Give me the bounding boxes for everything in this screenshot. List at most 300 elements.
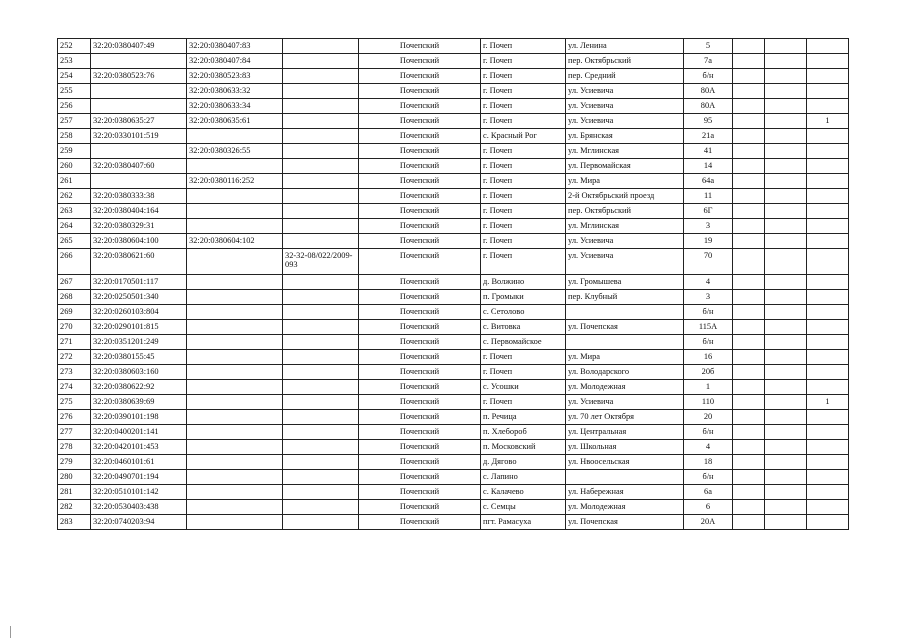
locality-cell: с. Калачево xyxy=(481,485,566,500)
empty-cell xyxy=(765,395,807,410)
locality-cell: г. Почеп xyxy=(481,365,566,380)
empty-cell xyxy=(765,470,807,485)
empty-cell xyxy=(733,114,765,129)
locality-cell: с. Лапино xyxy=(481,470,566,485)
mark-cell xyxy=(807,144,849,159)
mark-cell xyxy=(807,54,849,69)
cadastral-number-cell: 32:20:0380639:69 xyxy=(91,395,187,410)
cadastral-number-2-cell: 32:20:0380523:83 xyxy=(187,69,283,84)
house-number-cell: 4 xyxy=(684,440,733,455)
cadastral-number-cell xyxy=(91,84,187,99)
registration-number-cell xyxy=(283,305,359,320)
table-row xyxy=(58,39,849,54)
house-number-cell: 5 xyxy=(684,39,733,54)
row-number: 269 xyxy=(58,305,91,320)
empty-cell xyxy=(733,159,765,174)
street-cell: пер. Средний xyxy=(566,69,684,84)
row-number: 278 xyxy=(58,440,91,455)
cadastral-number-2-cell: 32:20:0380604:102 xyxy=(187,234,283,249)
empty-cell xyxy=(765,440,807,455)
locality-cell: г. Почеп xyxy=(481,219,566,234)
house-number-cell: 70 xyxy=(684,249,733,275)
table-row xyxy=(58,69,849,84)
empty-cell xyxy=(733,305,765,320)
street-cell: пер. Октябрьский xyxy=(566,204,684,219)
district-cell: Почепский xyxy=(359,320,481,335)
mark-cell xyxy=(807,320,849,335)
house-number-cell: 64а xyxy=(684,174,733,189)
cadastral-number-cell xyxy=(91,174,187,189)
table-row xyxy=(58,54,849,69)
table-row xyxy=(58,144,849,159)
street-cell: ул. Молодежная xyxy=(566,380,684,395)
empty-cell xyxy=(733,485,765,500)
registration-number-cell xyxy=(283,129,359,144)
mark-cell xyxy=(807,350,849,365)
empty-cell xyxy=(765,39,807,54)
empty-cell xyxy=(733,84,765,99)
cadastral-number-2-cell xyxy=(187,410,283,425)
row-number: 264 xyxy=(58,219,91,234)
mark-cell xyxy=(807,500,849,515)
empty-cell xyxy=(733,219,765,234)
locality-cell: г. Почеп xyxy=(481,114,566,129)
row-number: 252 xyxy=(58,39,91,54)
locality-cell: д. Волжино xyxy=(481,275,566,290)
cadastral-number-2-cell xyxy=(187,219,283,234)
locality-cell: г. Почеп xyxy=(481,395,566,410)
row-number: 276 xyxy=(58,410,91,425)
registration-number-cell xyxy=(283,189,359,204)
registration-number-cell xyxy=(283,275,359,290)
street-cell: ул. Почепская xyxy=(566,320,684,335)
house-number-cell: б/н xyxy=(684,69,733,84)
street-cell: ул. Мира xyxy=(566,174,684,189)
mark-cell xyxy=(807,69,849,84)
empty-cell xyxy=(765,189,807,204)
house-number-cell: 110 xyxy=(684,395,733,410)
locality-cell: с. Витовка xyxy=(481,320,566,335)
locality-cell: г. Почеп xyxy=(481,234,566,249)
empty-cell xyxy=(765,174,807,189)
mark-cell xyxy=(807,275,849,290)
cadastral-number-2-cell xyxy=(187,485,283,500)
registration-number-cell xyxy=(283,159,359,174)
house-number-cell: 7а xyxy=(684,54,733,69)
locality-cell: г. Почеп xyxy=(481,69,566,84)
house-number-cell: 95 xyxy=(684,114,733,129)
house-number-cell: 115А xyxy=(684,320,733,335)
street-cell: ул. Мглинская xyxy=(566,219,684,234)
row-number: 259 xyxy=(58,144,91,159)
district-cell: Почепский xyxy=(359,39,481,54)
registration-number-cell xyxy=(283,99,359,114)
street-cell: ул. Первомайская xyxy=(566,159,684,174)
house-number-cell: 18 xyxy=(684,455,733,470)
mark-cell xyxy=(807,159,849,174)
locality-cell: г. Почеп xyxy=(481,174,566,189)
mark-cell xyxy=(807,425,849,440)
house-number-cell: 14 xyxy=(684,159,733,174)
cadastral-number-cell: 32:20:0490701:194 xyxy=(91,470,187,485)
cadastral-number-cell: 32:20:0290101:815 xyxy=(91,320,187,335)
cadastral-number-cell xyxy=(91,99,187,114)
row-number: 261 xyxy=(58,174,91,189)
cadastral-number-2-cell xyxy=(187,425,283,440)
cadastral-number-2-cell xyxy=(187,395,283,410)
empty-cell xyxy=(733,204,765,219)
district-cell: Почепский xyxy=(359,335,481,350)
street-cell: ул. Центральная xyxy=(566,425,684,440)
table-row xyxy=(58,204,849,219)
row-number: 271 xyxy=(58,335,91,350)
house-number-cell: 3 xyxy=(684,219,733,234)
house-number-cell: б/н xyxy=(684,425,733,440)
table-row xyxy=(58,189,849,204)
row-number: 280 xyxy=(58,470,91,485)
empty-cell xyxy=(733,275,765,290)
empty-cell xyxy=(733,320,765,335)
cadastral-number-2-cell: 32:20:0380633:34 xyxy=(187,99,283,114)
empty-cell xyxy=(733,189,765,204)
locality-cell: п. Хлебороб xyxy=(481,425,566,440)
empty-cell xyxy=(733,234,765,249)
registration-number-cell xyxy=(283,219,359,234)
row-number: 283 xyxy=(58,515,91,530)
cadastral-number-cell: 32:20:0510101:142 xyxy=(91,485,187,500)
row-number: 260 xyxy=(58,159,91,174)
empty-cell xyxy=(765,335,807,350)
table-row xyxy=(58,455,849,470)
district-cell: Почепский xyxy=(359,69,481,84)
empty-cell xyxy=(733,365,765,380)
cadastral-number-cell: 32:20:0380155:45 xyxy=(91,350,187,365)
registration-number-cell xyxy=(283,54,359,69)
table-row xyxy=(58,99,849,114)
street-cell: ул. Нвоосельская xyxy=(566,455,684,470)
street-cell: ул. Мглинская xyxy=(566,144,684,159)
house-number-cell: 6а xyxy=(684,485,733,500)
locality-cell: г. Почеп xyxy=(481,204,566,219)
mark-cell xyxy=(807,189,849,204)
registration-number-cell xyxy=(283,485,359,500)
mark-cell xyxy=(807,234,849,249)
registration-number-cell xyxy=(283,290,359,305)
district-cell: Почепский xyxy=(359,380,481,395)
empty-cell xyxy=(765,350,807,365)
table-row xyxy=(58,275,849,290)
cadastral-number-cell: 32:20:0400201:141 xyxy=(91,425,187,440)
house-number-cell: б/н xyxy=(684,470,733,485)
row-number: 281 xyxy=(58,485,91,500)
empty-cell xyxy=(733,515,765,530)
district-cell: Почепский xyxy=(359,84,481,99)
locality-cell: п. Московский xyxy=(481,440,566,455)
cadastral-number-2-cell xyxy=(187,290,283,305)
empty-cell xyxy=(733,39,765,54)
empty-cell xyxy=(765,455,807,470)
house-number-cell: 20б xyxy=(684,365,733,380)
cadastral-number-2-cell xyxy=(187,380,283,395)
cadastral-number-cell: 32:20:0380635:27 xyxy=(91,114,187,129)
house-number-cell: 41 xyxy=(684,144,733,159)
empty-cell xyxy=(765,219,807,234)
cadastral-number-2-cell xyxy=(187,159,283,174)
district-cell: Почепский xyxy=(359,249,481,275)
street-cell: ул. Усиевича xyxy=(566,99,684,114)
empty-cell xyxy=(733,410,765,425)
registration-number-cell xyxy=(283,470,359,485)
mark-cell xyxy=(807,470,849,485)
registration-number-cell xyxy=(283,335,359,350)
district-cell: Почепский xyxy=(359,189,481,204)
registration-number-cell xyxy=(283,320,359,335)
table-row xyxy=(58,320,849,335)
house-number-cell: 20А xyxy=(684,515,733,530)
cadastral-number-2-cell xyxy=(187,350,283,365)
street-cell: ул. Усиевича xyxy=(566,249,684,275)
empty-cell xyxy=(765,69,807,84)
mark-cell: 1 xyxy=(807,395,849,410)
cadastral-number-cell: 32:20:0460101:61 xyxy=(91,455,187,470)
empty-cell xyxy=(765,84,807,99)
district-cell: Почепский xyxy=(359,440,481,455)
row-number: 263 xyxy=(58,204,91,219)
cadastral-number-cell xyxy=(91,54,187,69)
empty-cell xyxy=(765,380,807,395)
district-cell: Почепский xyxy=(359,174,481,189)
cadastral-number-cell: 32:20:0330101:519 xyxy=(91,129,187,144)
locality-cell: г. Почеп xyxy=(481,249,566,275)
row-number: 257 xyxy=(58,114,91,129)
cadastral-number-2-cell xyxy=(187,440,283,455)
table-row xyxy=(58,500,849,515)
cadastral-number-cell: 32:20:0740203:94 xyxy=(91,515,187,530)
empty-cell xyxy=(765,249,807,275)
mark-cell xyxy=(807,485,849,500)
district-cell: Почепский xyxy=(359,129,481,144)
street-cell: ул. Брянская xyxy=(566,129,684,144)
mark-cell xyxy=(807,410,849,425)
street-cell: ул. Володарского xyxy=(566,365,684,380)
table-body xyxy=(58,39,849,530)
registration-number-cell xyxy=(283,174,359,189)
mark-cell xyxy=(807,440,849,455)
empty-cell xyxy=(765,54,807,69)
table-row xyxy=(58,219,849,234)
empty-cell xyxy=(765,204,807,219)
street-cell xyxy=(566,335,684,350)
locality-cell: д. Дягово xyxy=(481,455,566,470)
table-row xyxy=(58,350,849,365)
empty-cell xyxy=(765,114,807,129)
registration-number-cell xyxy=(283,204,359,219)
district-cell: Почепский xyxy=(359,234,481,249)
mark-cell xyxy=(807,305,849,320)
row-number: 266 xyxy=(58,249,91,275)
table-row xyxy=(58,395,849,410)
mark-cell xyxy=(807,39,849,54)
mark-cell xyxy=(807,174,849,189)
empty-cell xyxy=(733,470,765,485)
table-row xyxy=(58,305,849,320)
table-row xyxy=(58,129,849,144)
empty-cell xyxy=(765,129,807,144)
row-number: 253 xyxy=(58,54,91,69)
street-cell xyxy=(566,305,684,320)
district-cell: Почепский xyxy=(359,54,481,69)
table-row xyxy=(58,410,849,425)
cadastral-number-cell: 32:20:0170501:117 xyxy=(91,275,187,290)
mark-cell xyxy=(807,129,849,144)
scan-mark xyxy=(10,626,11,638)
street-cell: 2-й Октябрьский проезд xyxy=(566,189,684,204)
row-number: 279 xyxy=(58,455,91,470)
cadastral-number-cell: 32:20:0250501:340 xyxy=(91,290,187,305)
mark-cell xyxy=(807,335,849,350)
empty-cell xyxy=(733,99,765,114)
empty-cell xyxy=(733,455,765,470)
empty-cell xyxy=(765,290,807,305)
house-number-cell: 19 xyxy=(684,234,733,249)
locality-cell: г. Почеп xyxy=(481,39,566,54)
row-number: 265 xyxy=(58,234,91,249)
cadastral-number-2-cell xyxy=(187,275,283,290)
locality-cell: г. Почеп xyxy=(481,350,566,365)
cadastral-number-cell: 32:20:0380333:38 xyxy=(91,189,187,204)
registration-number-cell xyxy=(283,39,359,54)
house-number-cell: 20 xyxy=(684,410,733,425)
cadastral-number-cell: 32:20:0390101:198 xyxy=(91,410,187,425)
district-cell: Почепский xyxy=(359,290,481,305)
district-cell: Почепский xyxy=(359,500,481,515)
empty-cell xyxy=(733,69,765,84)
row-number: 255 xyxy=(58,84,91,99)
street-cell: ул. Мира xyxy=(566,350,684,365)
cadastral-number-2-cell xyxy=(187,305,283,320)
mark-cell xyxy=(807,455,849,470)
district-cell: Почепский xyxy=(359,365,481,380)
cadastral-number-2-cell xyxy=(187,455,283,470)
district-cell: Почепский xyxy=(359,305,481,320)
locality-cell: г. Почеп xyxy=(481,144,566,159)
registration-number-cell xyxy=(283,84,359,99)
row-number: 273 xyxy=(58,365,91,380)
locality-cell: с. Сетолово xyxy=(481,305,566,320)
mark-cell: 1 xyxy=(807,114,849,129)
table-row xyxy=(58,365,849,380)
district-cell: Почепский xyxy=(359,159,481,174)
district-cell: Почепский xyxy=(359,455,481,470)
district-cell: Почепский xyxy=(359,515,481,530)
street-cell: ул. Усиевича xyxy=(566,234,684,249)
cadastral-number-cell: 32:20:0380621:60 xyxy=(91,249,187,275)
empty-cell xyxy=(765,515,807,530)
district-cell: Почепский xyxy=(359,144,481,159)
table-row xyxy=(58,380,849,395)
table-row xyxy=(58,174,849,189)
street-cell: ул. Усиевича xyxy=(566,84,684,99)
empty-cell xyxy=(733,335,765,350)
locality-cell: с. Красный Рог xyxy=(481,129,566,144)
street-cell: ул. Ленина xyxy=(566,39,684,54)
empty-cell xyxy=(733,380,765,395)
row-number: 268 xyxy=(58,290,91,305)
district-cell: Почепский xyxy=(359,99,481,114)
row-number: 277 xyxy=(58,425,91,440)
cadastral-number-cell: 32:20:0380622:92 xyxy=(91,380,187,395)
mark-cell xyxy=(807,365,849,380)
empty-cell xyxy=(765,275,807,290)
cadastral-number-2-cell: 32:20:0380407:84 xyxy=(187,54,283,69)
cadastral-number-cell xyxy=(91,144,187,159)
cadastral-number-cell: 32:20:0380404:164 xyxy=(91,204,187,219)
property-register-table xyxy=(57,38,849,530)
mark-cell xyxy=(807,219,849,234)
locality-cell: г. Почеп xyxy=(481,99,566,114)
empty-cell xyxy=(733,290,765,305)
cadastral-number-cell: 32:20:0530403:438 xyxy=(91,500,187,515)
locality-cell: пгт. Рамасуха xyxy=(481,515,566,530)
cadastral-number-2-cell xyxy=(187,320,283,335)
registration-number-cell xyxy=(283,500,359,515)
district-cell: Почепский xyxy=(359,395,481,410)
cadastral-number-cell: 32:20:0260103:804 xyxy=(91,305,187,320)
cadastral-number-2-cell xyxy=(187,189,283,204)
table-row xyxy=(58,249,849,275)
table-row xyxy=(58,234,849,249)
mark-cell xyxy=(807,515,849,530)
street-cell: ул. 70 лет Октября xyxy=(566,410,684,425)
empty-cell xyxy=(733,425,765,440)
mark-cell xyxy=(807,290,849,305)
table-row xyxy=(58,114,849,129)
district-cell: Почепский xyxy=(359,114,481,129)
cadastral-number-cell: 32:20:0380407:60 xyxy=(91,159,187,174)
table-row xyxy=(58,470,849,485)
empty-cell xyxy=(733,395,765,410)
registration-number-cell xyxy=(283,410,359,425)
locality-cell: г. Почеп xyxy=(481,159,566,174)
cadastral-number-2-cell xyxy=(187,335,283,350)
house-number-cell: б/н xyxy=(684,335,733,350)
district-cell: Почепский xyxy=(359,410,481,425)
street-cell: ул. Усиевича xyxy=(566,395,684,410)
house-number-cell: 16 xyxy=(684,350,733,365)
table-row xyxy=(58,485,849,500)
cadastral-number-2-cell: 32:20:0380635:61 xyxy=(187,114,283,129)
cadastral-number-2-cell xyxy=(187,500,283,515)
district-cell: Почепский xyxy=(359,204,481,219)
street-cell: пер. Клубный xyxy=(566,290,684,305)
locality-cell: г. Почеп xyxy=(481,54,566,69)
house-number-cell: 21а xyxy=(684,129,733,144)
street-cell: пер. Октябрьский xyxy=(566,54,684,69)
cadastral-number-2-cell xyxy=(187,129,283,144)
empty-cell xyxy=(733,54,765,69)
empty-cell xyxy=(733,440,765,455)
empty-cell xyxy=(765,365,807,380)
empty-cell xyxy=(765,410,807,425)
locality-cell: с. Усошки xyxy=(481,380,566,395)
empty-cell xyxy=(733,129,765,144)
table-row xyxy=(58,84,849,99)
row-number: 274 xyxy=(58,380,91,395)
registration-number-cell xyxy=(283,69,359,84)
house-number-cell: 1 xyxy=(684,380,733,395)
table-row xyxy=(58,425,849,440)
house-number-cell: 6 xyxy=(684,500,733,515)
